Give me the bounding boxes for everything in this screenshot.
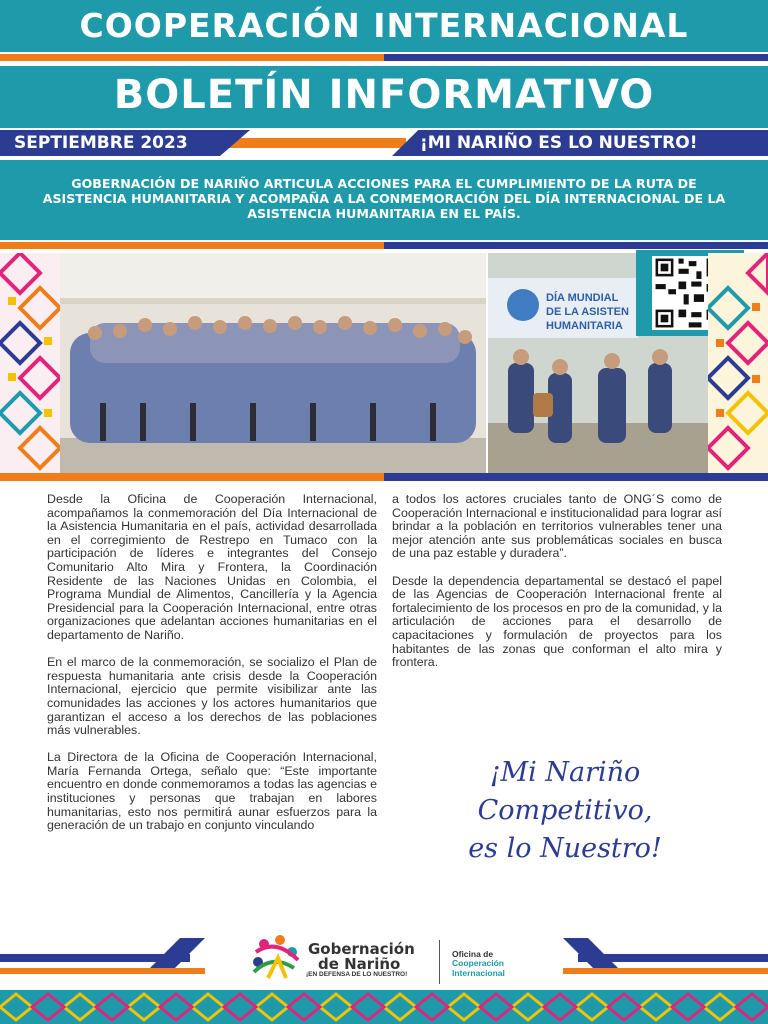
date-accent-stripe (228, 138, 406, 148)
banner-line-1: DÍA MUNDIAL (546, 292, 619, 304)
quote-line-2: es lo Nuestro! (468, 833, 662, 864)
headline: GOBERNACIÓN DE NARIÑO ARTICULA ACCIONES PARA EL CUMPLIMIENTO DE LA RUTA DE ASISTENCIA HUMANITARIA Y ACOMPAÑA A LA CONMEMORACIÓN DEL DÍA INTERNACIONAL DE LA ASISTENCIA HUMANITARIA EN EL PAÍS. (42, 176, 726, 221)
issue-date: SEPTIEMBRE 2023 (14, 133, 188, 153)
article-column-left (47, 493, 377, 846)
paragraph: a todos los actores cruciales tanto de ONG´S como de Cooperación Internacional e institucionalidad para lograr así brindar a la población en territorios vulnerables tener una mejor atención ante sus problemáticas sociales en busca de una paz estable y duradera”. (392, 492, 722, 561)
footer-pattern-decoration (0, 990, 768, 1024)
group-photo (60, 253, 486, 473)
paragraph: Desde la dependencia departamental se destacó el papel de las Agencias de Cooperación Internacional frente al fortalecimiento de los procesos en pro de la comunidad, y la articulación de acciones para el desarrollo de capacitaciones y formulación de proyectos para los habitantes de las zonas que conforman el alto mira y frontera. (392, 573, 722, 670)
quote-line-1: ¡Mi Nariño Competitivo, (477, 757, 653, 826)
paragraph: Desde la Oficina de Cooperación Internacional, acompañamos la conmemoración del Día Internacional de la Asistencia Humanitaria en el país, actividad desarrollada en el corregimiento de Restrepo en Tumaco con la participación de líderes e integrantes del Consejo Comunitario Alto Mira y Frontera, la Coordinación Residente de las Naciones Unidas en Colombia, el Programa Mundial de Alimentos, Cancillería y la Agencia Presidencial para la Cooperación Internacional, entre otras organizaciones que adelantan acciones humanitarias en el departamento de Nariño. (47, 492, 377, 642)
paragraph: En el marco de la conmemoración, se socializo el Plan de respuesta humanitaria ante crisis desde la Cooperación Internacional, ejercicio que permite visibilizar ante las comunidades las acciones y los actores humanitarios que garantizan el acceso a los derechos de las poblaciones más vulnerables. (47, 655, 377, 738)
article-column-right (392, 493, 722, 683)
header-title-top: COOPERACIÓN INTERNACIONAL (79, 6, 689, 45)
pattern-left-decoration (0, 253, 60, 473)
closing-quote (405, 754, 725, 868)
logo-title: Gobernación de Nariño (308, 940, 415, 973)
banner-line-2: DE LA ASISTEN (546, 306, 629, 318)
footer-divider (439, 940, 440, 984)
header-stripe (0, 54, 768, 61)
gobernacion-logo-icon (248, 932, 304, 984)
pattern-right-decoration (708, 253, 768, 473)
footer-left-stripes (0, 938, 205, 982)
footer-right-stripes (563, 938, 768, 982)
slogan-text: ¡MI NARIÑO ES LO NUESTRO! (420, 133, 698, 153)
banner-line-3: HUMANITARIA (546, 320, 623, 332)
office-name: Cooperación Internacional (452, 958, 505, 978)
logo-tagline: ¡EN DEFENSA DE LO NUESTRO! (306, 971, 408, 978)
header-title-main: BOLETÍN INFORMATIVO (113, 72, 655, 118)
office-label: Oficina de (452, 949, 494, 959)
photo-stripe (0, 473, 768, 481)
paragraph: La Directora de la Oficina de Cooperación Internacional, María Fernanda Ortega, señalo que: “Este importante encuentro en donde conmemoramos a todas las agencias e instituciones y personas que trabajan en labores humanitarias, esto nos permitirá aunar esfuerzos para la generación de un trabajo en conjunto vinculando (47, 750, 377, 833)
headline-stripe (0, 242, 768, 249)
